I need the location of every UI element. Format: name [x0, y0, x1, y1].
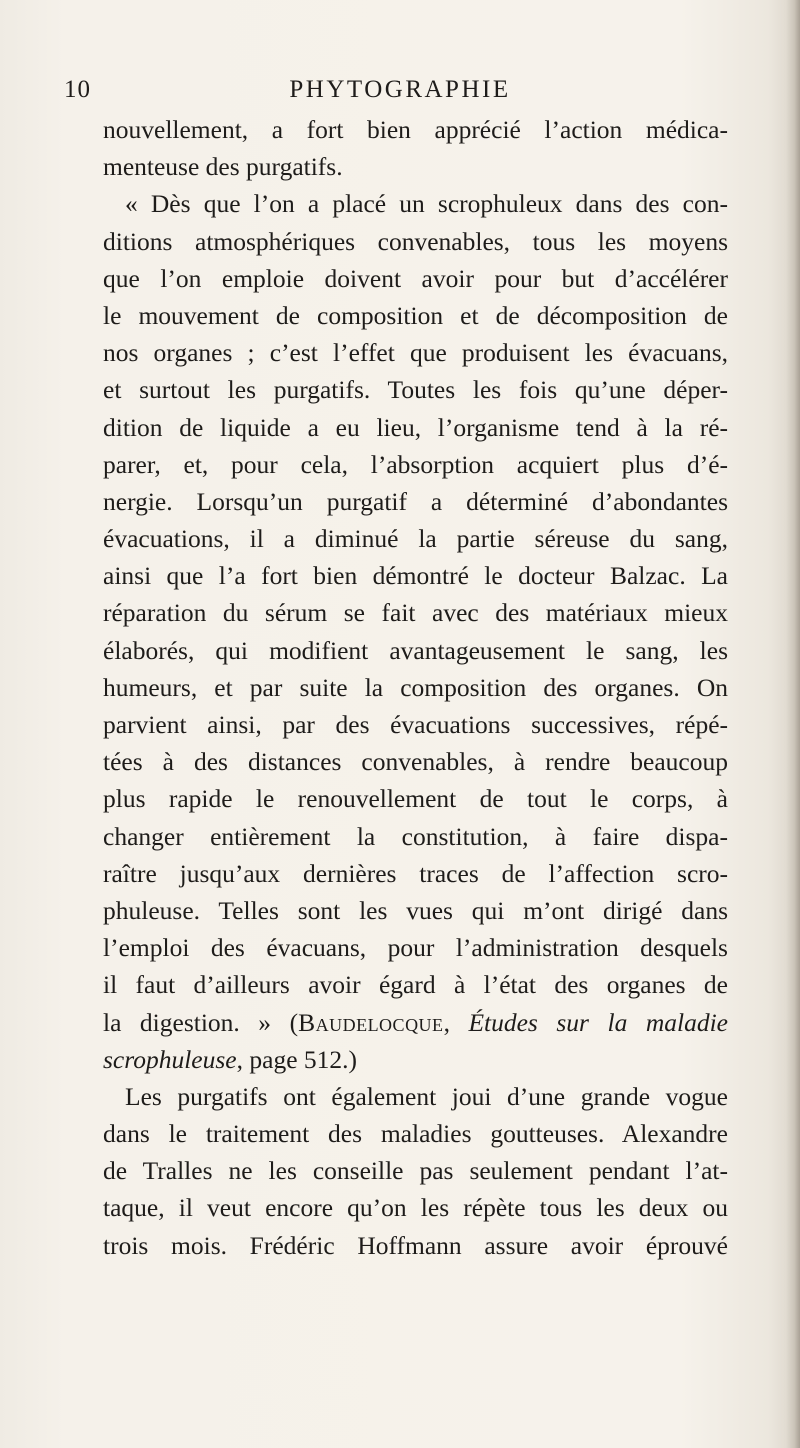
citation-line: [103, 1041, 728, 1078]
text-line: plus rapide le renouvellement de tout le corps, à: [103, 784, 728, 814]
page-edge-shadow: [786, 0, 800, 1448]
text-line: dans le traitement des maladies goutteuses. Alexandre: [103, 1119, 728, 1149]
text-line: nos organes ; c’est l’effet que produisent les évacuans,: [103, 338, 728, 368]
text-line: « Dès que l’on a placé un scrophuleux dans des con-: [125, 189, 728, 219]
text-line: phuleuse. Telles sont les vues qui m’ont dirigé dans: [103, 895, 728, 925]
text-line: l’emploi des évacuans, pour l’administration desquels: [103, 933, 728, 963]
text-line: humeurs, et par suite la composition des organes. On: [103, 672, 728, 702]
text-line: raître jusqu’aux dernières traces de l’affection scro-: [103, 858, 728, 888]
text-line: ditions atmosphériques convenables, tous les moyens: [103, 226, 728, 256]
text-line: Les purgatifs ont également joui d’une grande vogue: [125, 1081, 728, 1111]
citation-title: scrophuleuse: [103, 1044, 237, 1074]
citation-line: [103, 1004, 728, 1041]
text-line: parer, et, pour cela, l’absorption acquiert plus d’é-: [103, 449, 728, 479]
text-line: évacuations, il a diminué la partie séreuse du sang,: [103, 524, 728, 554]
text-line: trois mois. Frédéric Hoffmann assure avoir éprouvé: [103, 1230, 728, 1260]
text-line: nergie. Lorsqu’un purgatif a déterminé d’abondantes: [103, 486, 728, 516]
running-header: [64, 76, 736, 108]
text-line: tées à des distances convenables, à rendre beaucoup: [103, 747, 728, 777]
text-line: élaborés, qui modifient avantageusement le sang, les: [103, 635, 728, 665]
text-line: taque, il veut encore qu’on les répète tous les deux ou: [103, 1193, 728, 1223]
citation-separator: ,: [443, 1007, 469, 1037]
text-line: dition de liquide a eu lieu, l’organisme tend à la ré-: [103, 412, 728, 442]
citation-page: , page 512.): [236, 1044, 358, 1074]
text-line: le mouvement de composition et de décomposition de: [103, 300, 728, 330]
text-line: nouvellement, a fort bien apprécié l’action médica-: [103, 115, 728, 144]
text-line: menteuse des purgatifs.: [103, 152, 343, 182]
citation-author: Baudelocque: [298, 1007, 444, 1037]
citation-text: la digestion. » (: [103, 1007, 299, 1037]
text-line: il faut d’ailleurs avoir égard à l’état des organes de: [103, 970, 728, 1000]
text-line: de Tralles ne les conseille pas seulement pendant l’at-: [103, 1156, 728, 1186]
text-line: réparation du sérum se fait avec des matériaux mieux: [103, 598, 728, 628]
body-text: [103, 111, 728, 1264]
text-line: que l’on emploie doivent avoir pour but d’accélérer: [103, 263, 728, 293]
text-line: et surtout les purgatifs. Toutes les fois qu’une déper-: [103, 375, 728, 405]
text-line: changer entièrement la constitution, à faire dispa-: [103, 821, 728, 851]
running-title: PHYTOGRAPHIE: [289, 76, 511, 103]
page-number: 10: [64, 76, 91, 103]
text-line: parvient ainsi, par des évacuations successives, répé-: [103, 710, 728, 739]
citation-title: Études sur la maladie: [468, 1007, 728, 1037]
text-line: ainsi que l’a fort bien démontré le docteur Balzac. La: [103, 561, 728, 591]
